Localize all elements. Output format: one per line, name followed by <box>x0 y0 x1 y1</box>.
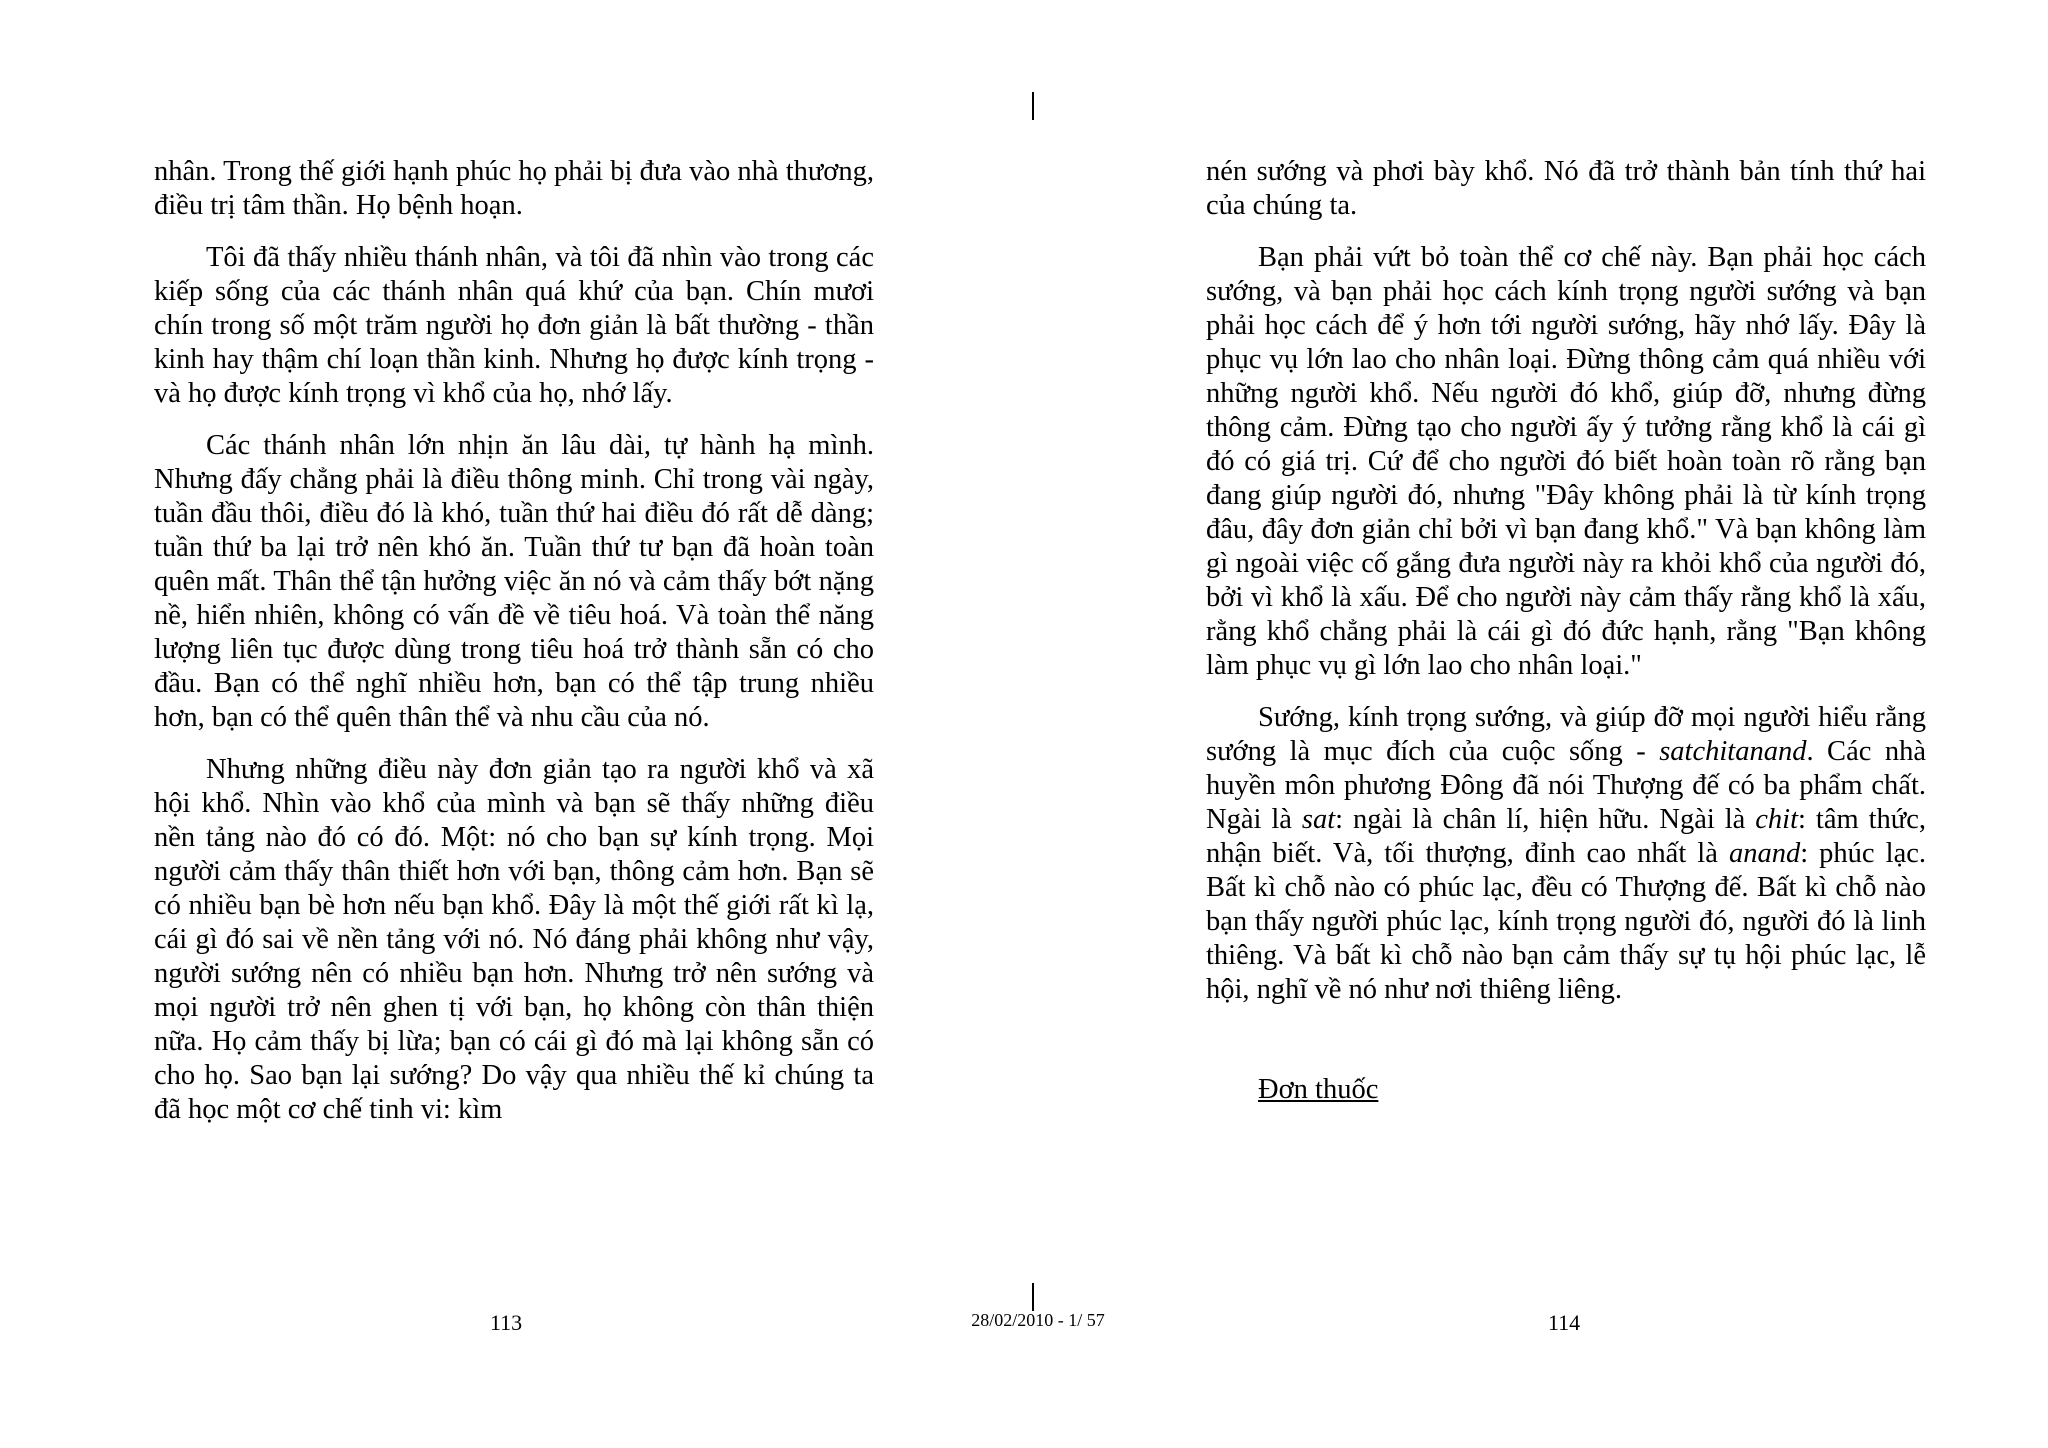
paragraph-text-segment: : phúc lạc. Bất kì chỗ nào có phúc lạc, đều có Thượng đế. Bất kì chỗ nào bạn thấy người phúc lạc, kính trọng người đó, người đó là linh thiêng. Và bất kì chỗ nào bạn cảm thấy sự tụ hội phúc lạc, lễ hội, nghĩ về nó như nơi thiêng liêng. <box>1206 838 1926 1005</box>
right-page-text <box>1206 155 1926 1107</box>
center-divider-top <box>1032 92 1034 120</box>
right-paragraph-1: nén sướng và phơi bày khổ. Nó đã trở thành bản tính thứ hai của chúng ta. <box>1206 156 1926 221</box>
left-page-text <box>154 155 874 1145</box>
paragraph-text-segment: : tâm thức, nhận biết. Và, tối thượng, đỉnh cao nhất là <box>1206 804 1927 869</box>
italic-term-chit: chit <box>1755 804 1799 835</box>
paragraph-text-segment: Sướng, kính trọng sướng, và giúp đỡ mọi người hiểu rằng sướng là mục đích của cuộc sống - <box>1206 702 1926 767</box>
right-paragraph-2: Bạn phải vứt bỏ toàn thể cơ chế này. Bạn phải học cách sướng, và bạn phải học cách kính trọng người sướng và bạn phải học cách để ý hơn tới người sướng, hãy nhớ lấy. Đây là phục vụ lớn lao cho nhân loại. Đừng thông cảm quá nhiều với những người khổ. Nếu người đó khổ, giúp đỡ, nhưng đừng thông cảm. Đừng tạo cho người ấy ý tưởng rằng khổ là cái gì đó có giá trị. Cứ để cho người đó biết hoàn toàn rõ rằng bạn đang giúp người đó, nhưng "Đây không phải là từ kính trọng đâu, đây đơn giản chỉ bởi vì bạn đang khổ." Và bạn không làm gì ngoài việc cố gắng đưa người này ra khỏi khổ của người đó, bởi vì khổ là xấu. Để cho người này cảm thấy rằng khổ là xấu, rằng khổ chẳng phải là cái gì đó đức hạnh, rằng "Bạn không làm phục vụ gì lớn lao cho nhân loại." <box>1206 242 1926 681</box>
section-heading-link[interactable]: Đơn thuốc <box>1258 1074 1379 1105</box>
paragraph-text-segment: : ngài là chân lí, hiện hữu. Ngài là <box>1335 804 1756 835</box>
italic-term-sat: sat <box>1301 804 1336 835</box>
paragraph-text-segment: . Các nhà huyền môn phương Đông đã nói Thượng đế có ba phẩm chất. Ngài là <box>1206 736 1926 835</box>
center-divider-bottom <box>1032 1283 1034 1311</box>
left-paragraph-4: Nhưng những điều này đơn giản tạo ra người khổ và xã hội khổ. Nhìn vào khổ của mình và bạn sẽ thấy những điều nền tảng nào đó có đó. Một: nó cho bạn sự kính trọng. Mọi người cảm thấy thân thiết hơn với bạn, thông cảm hơn. Bạn sẽ có nhiều bạn bè hơn nếu bạn khổ. Đây là một thế giới rất kì lạ, cái gì đó sai về nền tảng với nó. Nó đáng phải không như vậy, người sướng nên có nhiều bạn hơn. Nhưng trở nên sướng và mọi người trở nên ghen tị với bạn, họ không còn thân thiện nữa. Họ cảm thấy bị lừa; bạn có cái gì đó mà lại không sẵn có cho họ. Sao bạn lại sướng? Do vậy qua nhiều thế kỉ chúng ta đã học một cơ chế tinh vi: kìm <box>154 754 874 1125</box>
page-number-left: 113 <box>490 1310 523 1335</box>
footer-date-page: 28/02/2010 - 1/ 57 <box>971 1310 1105 1330</box>
italic-term-anand: anand <box>1728 838 1801 869</box>
left-paragraph-2: Tôi đã thấy nhiều thánh nhân, và tôi đã nhìn vào trong các kiếp sống của các thánh nhân quá khứ của bạn. Chín mươi chín trong số một trăm người họ đơn giản là bất thường - thần kinh hay thậm chí loạn thần kinh. Nhưng họ được kính trọng - và họ được kính trọng vì khổ của họ, nhớ lấy. <box>154 242 874 409</box>
left-paragraph-3: Các thánh nhân lớn nhịn ăn lâu dài, tự hành hạ mình. Nhưng đấy chẳng phải là điều thông minh. Chỉ trong vài ngày, tuần đầu thôi, điều đó là khó, tuần thứ hai điều đó rất dễ dàng; tuần thứ ba lại trở nên khó ăn. Tuần thứ tư bạn đã hoàn toàn quên mất. Thân thể tận hưởng việc ăn nó và cảm thấy bớt nặng nề, hiển nhiên, không có vấn đề về tiêu hoá. Và toàn thể năng lượng liên tục được dùng trong tiêu hoá trở thành sẵn có cho đầu. Bạn có thể nghĩ nhiều hơn, bạn có thể tập trung nhiều hơn, bạn có thể quên thân thể và nhu cầu của nó. <box>154 430 874 733</box>
page-number-right: 114 <box>1548 1310 1581 1335</box>
right-paragraph-3 <box>1206 701 1926 1007</box>
left-paragraph-1: nhân. Trong thế giới hạnh phúc họ phải bị đưa vào nhà thương, điều trị tâm thần. Họ bệnh hoạn. <box>154 156 874 221</box>
italic-term-satchitanand: satchitanand <box>1659 736 1807 767</box>
